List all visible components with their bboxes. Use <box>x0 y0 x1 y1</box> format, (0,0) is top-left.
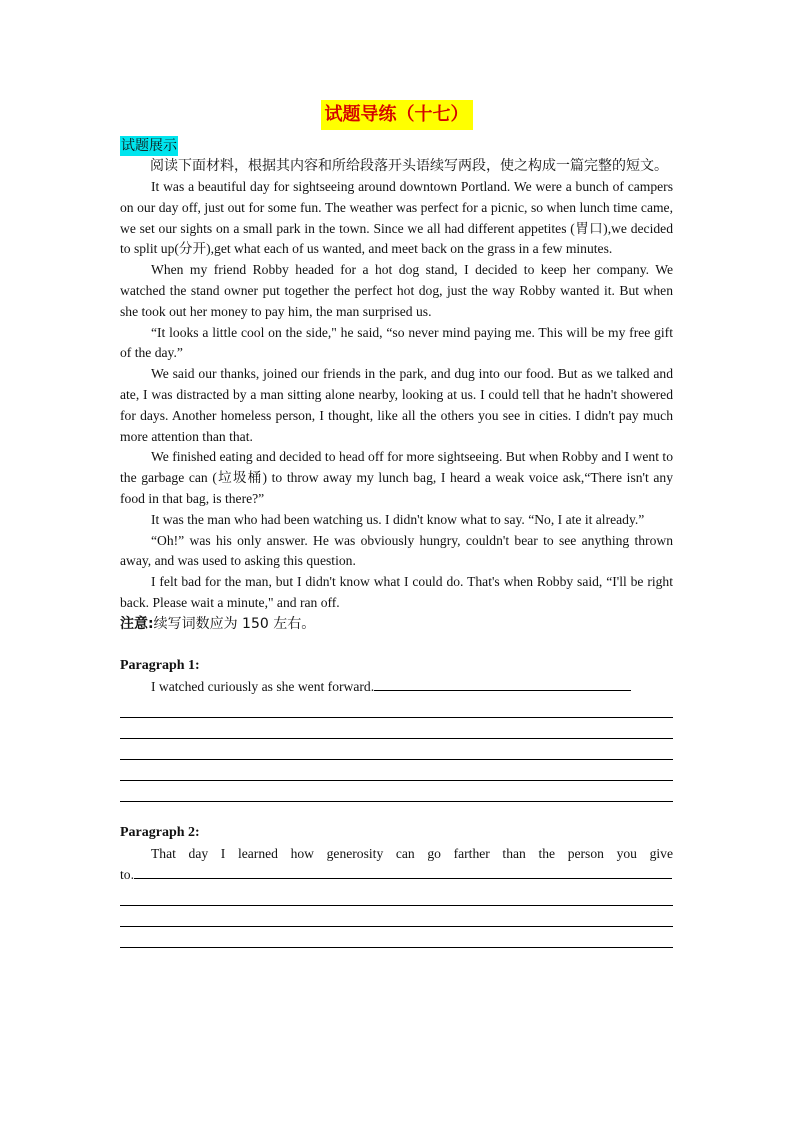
paragraph-1-writing-line[interactable] <box>120 739 673 760</box>
paragraph-1-writing-line[interactable] <box>120 760 673 781</box>
paragraph-2-lead: That day I learned how generosity can go farther than the person you give <box>151 845 673 861</box>
story-paragraph-1: It was a beautiful day for sightseeing around downtown Portland. We were a bunch of campers on our day off, just out for some fun. The weather was perfect for a picnic, so when lunch time came, we set our sights on a small park in the town. Since we all had different appetites (胃口),we decided to split up(分开),get what each of us wanted, and meet back on the grass in a few minutes. <box>120 179 673 257</box>
spacer <box>120 802 673 822</box>
paragraph-1-writing-line[interactable] <box>120 718 673 739</box>
story-paragraph-2: When my friend Robby headed for a hot dog stand, I decided to keep her company. We watched the stand owner put together the perfect hot dog, just the way Robby wanted it. But when she took out her money to pay him, the man surprised us. <box>120 262 673 319</box>
story-paragraph-8: I felt bad for the man, but I didn't know what I could do. That's when Robby said, “I'll be right back. Please wait a minute," and ran off. <box>120 574 673 610</box>
note-label: 注意: <box>120 615 154 632</box>
worksheet-page <box>120 100 673 948</box>
section-label: 试题展示 <box>121 138 177 154</box>
story-paragraph-7: “Oh!” was his only answer. He was obviously hungry, couldn't bear to see anything thrown away, and was used to asking this question. <box>120 532 673 569</box>
spacer <box>120 635 673 655</box>
page-title: 试题导练（十七） <box>321 100 473 130</box>
story-paragraph-3: “It looks a little cool on the side," he said, “so never mind paying me. This will be my free gift of the day.” <box>120 324 673 361</box>
paragraph-2-writing-line[interactable] <box>120 885 673 906</box>
paragraph-1-label: Paragraph 1: <box>120 657 200 673</box>
paragraph-1-lead-text: I watched curiously as she went forward. <box>151 678 375 694</box>
note-text: 续写词数应为 150 左右。 <box>153 615 316 632</box>
paragraph-1-writing-line[interactable] <box>120 781 673 802</box>
word-count-note <box>120 614 673 635</box>
paragraph-2-lead-cont <box>120 864 673 885</box>
paragraph-1-writing-line[interactable] <box>120 697 673 718</box>
paragraph-2-writing-line[interactable] <box>120 927 673 948</box>
story-paragraph-5: We finished eating and decided to head off for more sightseeing. But when Robby and I went to the garbage can (垃圾桶) to throw away my lunch bag, I heard a weak voice ask,“There isn't any food in that bag, is there?” <box>120 449 673 506</box>
paragraph-2-writing-line[interactable] <box>120 906 673 927</box>
section-header <box>120 136 673 156</box>
paragraph-2-fill-line[interactable] <box>134 864 672 879</box>
title-area <box>120 100 673 130</box>
paragraph-1-fill-line[interactable] <box>374 676 631 691</box>
instruction-text: 阅读下面材料，根据其内容和所给段落开头语续写两段，使之构成一篇完整的短文。 <box>150 158 668 174</box>
paragraph-2-label: Paragraph 2: <box>120 824 200 840</box>
paragraph-1-lead <box>120 676 673 697</box>
story-text <box>120 177 673 614</box>
paragraph-2-lead-end: to. <box>120 866 134 882</box>
story-paragraph-4: We said our thanks, joined our friends in the park, and dug into our food. But as we talked and ate, I was distracted by a man sitting alone nearby, looking at us. I could tell that he hadn't showered for days. Another homeless person, I thought, like all the others you see in cities. I didn't pay much more attention than that. <box>120 366 673 444</box>
story-paragraph-6: It was the man who had been watching us. I didn't know what to say. “No, I ate it already.” <box>151 511 645 527</box>
